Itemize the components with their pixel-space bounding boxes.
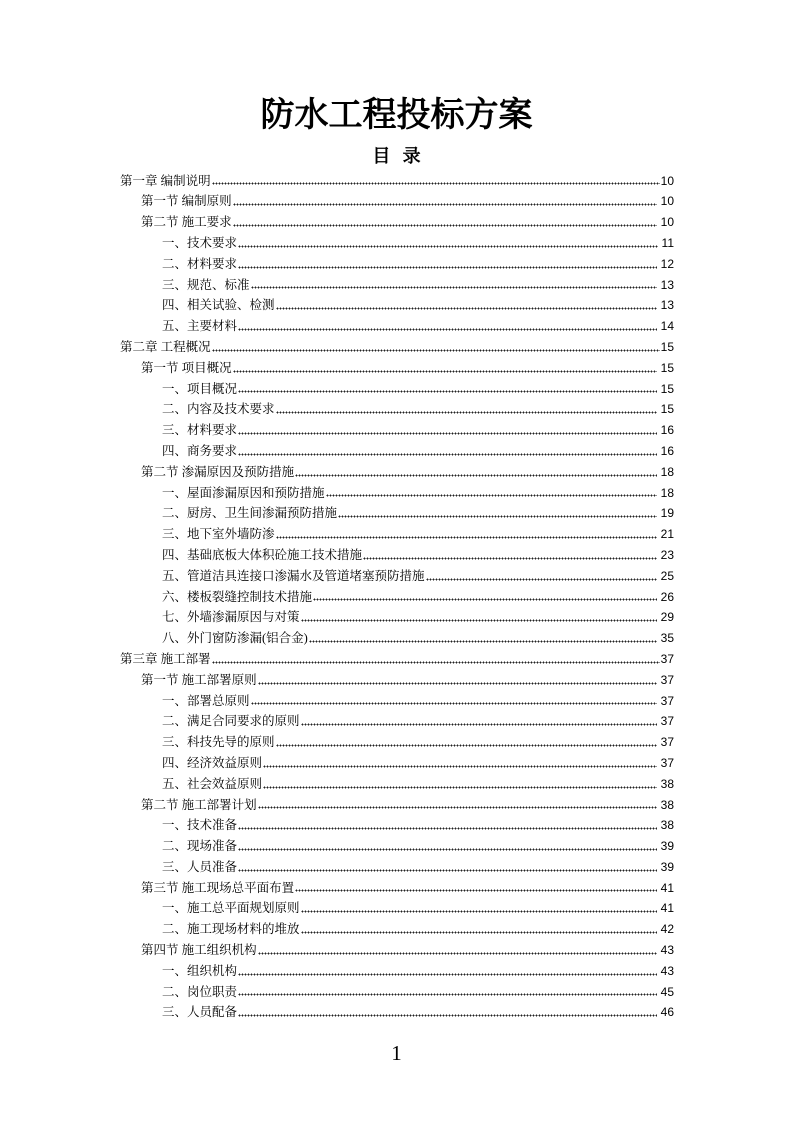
toc-subsection-entry[interactable] bbox=[120, 1002, 674, 1023]
toc-entry-page-number: 37 bbox=[660, 755, 674, 770]
toc-heading: 目 录 bbox=[372, 146, 421, 167]
dot-leader bbox=[295, 878, 657, 899]
toc-entry-label: 第二章 工程概况 bbox=[120, 339, 211, 354]
toc-subsection-entry[interactable] bbox=[120, 961, 674, 982]
dot-leader bbox=[301, 607, 657, 628]
toc-entry-page-number: 15 bbox=[660, 339, 674, 354]
toc-entry-label: 一、屋面渗漏原因和预防措施 bbox=[162, 485, 325, 500]
toc-entry-label: 二、岗位职责 bbox=[162, 984, 238, 999]
toc-entry-page-number: 12 bbox=[660, 256, 674, 271]
toc-entry-label: 三、人员准备 bbox=[162, 859, 238, 874]
dot-leader bbox=[295, 462, 657, 483]
dot-leader bbox=[276, 399, 657, 420]
toc-subsection-entry[interactable] bbox=[120, 503, 674, 524]
toc-entry-page-number: 15 bbox=[660, 360, 674, 375]
dot-leader bbox=[251, 691, 657, 712]
dot-leader bbox=[313, 587, 657, 608]
toc-entry-label: 第二节 施工要求 bbox=[141, 215, 232, 230]
toc-entry-page-number: 37 bbox=[660, 672, 674, 687]
toc-entry-label: 第一章 编制说明 bbox=[120, 173, 211, 188]
toc-subsection-entry[interactable] bbox=[120, 628, 674, 649]
toc-entry-label: 二、材料要求 bbox=[162, 256, 238, 271]
dot-leader bbox=[301, 711, 657, 732]
toc-entry-page-number: 41 bbox=[660, 880, 674, 895]
toc-section-entry[interactable] bbox=[120, 940, 674, 961]
dot-leader bbox=[238, 836, 657, 857]
toc-subsection-entry[interactable] bbox=[120, 379, 674, 400]
dot-leader bbox=[233, 191, 657, 212]
toc-section-entry[interactable] bbox=[120, 878, 674, 899]
toc-subsection-entry[interactable] bbox=[120, 898, 674, 919]
dot-leader bbox=[276, 732, 657, 753]
dot-leader bbox=[238, 316, 657, 337]
toc-entry-label: 三、规范、标准 bbox=[162, 277, 250, 292]
dot-leader bbox=[212, 171, 660, 192]
toc-subsection-entry[interactable] bbox=[120, 711, 674, 732]
dot-leader bbox=[276, 295, 657, 316]
toc-entry-page-number: 37 bbox=[660, 693, 674, 708]
toc-entry-page-number: 16 bbox=[660, 443, 674, 458]
dot-leader bbox=[258, 795, 657, 816]
toc-section-entry[interactable] bbox=[120, 670, 674, 691]
toc-entry-page-number: 46 bbox=[660, 1005, 674, 1020]
toc-entry-page-number: 18 bbox=[660, 485, 674, 500]
toc-entry-label: 第一节 编制原则 bbox=[141, 194, 232, 209]
dot-leader bbox=[338, 503, 657, 524]
dot-leader bbox=[238, 982, 657, 1003]
toc-entry-label: 四、经济效益原则 bbox=[162, 755, 263, 770]
toc-subsection-entry[interactable] bbox=[120, 524, 674, 545]
toc-entry-page-number: 18 bbox=[660, 464, 674, 479]
dot-leader bbox=[251, 275, 657, 296]
dot-leader bbox=[426, 566, 657, 587]
dot-leader bbox=[258, 940, 657, 961]
toc-entry-label: 一、部署总原则 bbox=[162, 693, 250, 708]
toc-entry-label: 第二节 施工部署计划 bbox=[141, 797, 257, 812]
dot-leader bbox=[326, 483, 657, 504]
toc-subsection-entry[interactable] bbox=[120, 441, 674, 462]
toc-entry-label: 三、地下室外墙防渗 bbox=[162, 527, 275, 542]
toc-section-entry[interactable] bbox=[120, 358, 674, 379]
toc-subsection-entry[interactable] bbox=[120, 815, 674, 836]
toc-entry-page-number: 43 bbox=[660, 943, 674, 958]
document-title: 防水工程投标方案 bbox=[260, 95, 533, 135]
toc-entry-label: 第二节 渗漏原因及预防措施 bbox=[141, 464, 295, 479]
toc-subsection-entry[interactable] bbox=[120, 607, 674, 628]
dot-leader bbox=[238, 961, 657, 982]
toc-subsection-entry[interactable] bbox=[120, 982, 674, 1003]
toc-entry-label: 第三章 施工部署 bbox=[120, 651, 211, 666]
dot-leader bbox=[238, 379, 657, 400]
toc-subsection-entry[interactable] bbox=[120, 254, 674, 275]
toc-entry-label: 第一节 施工部署原则 bbox=[141, 672, 257, 687]
dot-leader bbox=[238, 420, 657, 441]
toc-entry-page-number: 29 bbox=[660, 610, 674, 625]
toc-entry-label: 三、人员配备 bbox=[162, 1005, 238, 1020]
toc-entry-page-number: 38 bbox=[660, 818, 674, 833]
toc-entry-page-number: 38 bbox=[660, 776, 674, 791]
toc-entry-label: 八、外门窗防渗漏(铝合金) bbox=[162, 631, 308, 646]
toc-entry-page-number: 10 bbox=[660, 194, 674, 209]
dot-leader bbox=[363, 545, 657, 566]
toc-entry-page-number: 23 bbox=[660, 547, 674, 562]
toc-entry-page-number: 37 bbox=[660, 735, 674, 750]
toc-entry-page-number: 45 bbox=[660, 984, 674, 999]
dot-leader bbox=[238, 815, 657, 836]
toc-entry-label: 一、技术准备 bbox=[162, 818, 238, 833]
toc-subsection-entry[interactable] bbox=[120, 233, 674, 254]
toc-subsection-entry[interactable] bbox=[120, 483, 674, 504]
toc-section-entry[interactable] bbox=[120, 212, 674, 233]
dot-leader bbox=[301, 898, 657, 919]
toc-subsection-entry[interactable] bbox=[120, 857, 674, 878]
table-of-contents bbox=[120, 171, 674, 1024]
toc-entry-label: 三、科技先导的原则 bbox=[162, 735, 275, 750]
toc-entry-page-number: 10 bbox=[660, 173, 674, 188]
toc-subsection-entry[interactable] bbox=[120, 420, 674, 441]
toc-entry-page-number: 37 bbox=[660, 714, 674, 729]
dot-leader bbox=[258, 670, 657, 691]
toc-entry-page-number: 25 bbox=[660, 568, 674, 583]
toc-subsection-entry[interactable] bbox=[120, 691, 674, 712]
toc-section-entry[interactable] bbox=[120, 191, 674, 212]
toc-entry-label: 第三节 施工现场总平面布置 bbox=[141, 880, 295, 895]
dot-leader bbox=[233, 212, 657, 233]
toc-entry-page-number: 15 bbox=[660, 381, 674, 396]
toc-subsection-entry[interactable] bbox=[120, 732, 674, 753]
toc-entry-label: 六、楼板裂缝控制技术措施 bbox=[162, 589, 313, 604]
toc-entry-label: 四、商务要求 bbox=[162, 443, 238, 458]
toc-entry-label: 一、施工总平面规划原则 bbox=[162, 901, 300, 916]
dot-leader bbox=[238, 1002, 657, 1023]
toc-entry-page-number: 14 bbox=[660, 319, 674, 334]
toc-subsection-entry[interactable] bbox=[120, 316, 674, 337]
toc-entry-page-number: 19 bbox=[660, 506, 674, 521]
toc-entry-label: 二、施工现场材料的堆放 bbox=[162, 922, 300, 937]
toc-subsection-entry[interactable] bbox=[120, 275, 674, 296]
toc-subsection-entry[interactable] bbox=[120, 566, 674, 587]
toc-entry-page-number: 15 bbox=[660, 402, 674, 417]
toc-entry-page-number: 13 bbox=[660, 277, 674, 292]
toc-entry-page-number: 39 bbox=[660, 859, 674, 874]
toc-chapter-entry[interactable] bbox=[120, 649, 674, 670]
dot-leader bbox=[212, 649, 660, 670]
toc-entry-label: 五、管道洁具连接口渗漏水及管道堵塞预防措施 bbox=[162, 568, 425, 583]
toc-entry-page-number: 41 bbox=[660, 901, 674, 916]
toc-subsection-entry[interactable] bbox=[120, 753, 674, 774]
toc-entry-label: 二、厨房、卫生间渗漏预防措施 bbox=[162, 506, 338, 521]
toc-entry-label: 五、主要材料 bbox=[162, 319, 238, 334]
toc-entry-page-number: 10 bbox=[660, 215, 674, 230]
toc-entry-page-number: 26 bbox=[660, 589, 674, 604]
toc-entry-label: 四、基础底板大体积砼施工技术措施 bbox=[162, 547, 363, 562]
toc-entry-page-number: 11 bbox=[661, 235, 674, 250]
toc-entry-label: 一、项目概况 bbox=[162, 381, 238, 396]
toc-chapter-entry[interactable] bbox=[120, 337, 674, 358]
dot-leader bbox=[276, 524, 657, 545]
toc-entry-label: 三、材料要求 bbox=[162, 423, 238, 438]
toc-subsection-entry[interactable] bbox=[120, 295, 674, 316]
toc-entry-page-number: 13 bbox=[660, 298, 674, 313]
toc-subsection-entry[interactable] bbox=[120, 545, 674, 566]
dot-leader bbox=[238, 254, 657, 275]
toc-subsection-entry[interactable] bbox=[120, 774, 674, 795]
dot-leader bbox=[233, 358, 657, 379]
toc-section-entry[interactable] bbox=[120, 462, 674, 483]
toc-subsection-entry[interactable] bbox=[120, 587, 674, 608]
toc-entry-label: 五、社会效益原则 bbox=[162, 776, 263, 791]
dot-leader bbox=[263, 774, 657, 795]
dot-leader bbox=[301, 919, 657, 940]
toc-entry-label: 一、技术要求 bbox=[162, 235, 238, 250]
toc-entry-page-number: 42 bbox=[660, 922, 674, 937]
toc-entry-page-number: 37 bbox=[660, 651, 674, 666]
dot-leader bbox=[263, 753, 657, 774]
toc-subsection-entry[interactable] bbox=[120, 399, 674, 420]
toc-entry-label: 第四节 施工组织机构 bbox=[141, 943, 257, 958]
toc-subsection-entry[interactable] bbox=[120, 919, 674, 940]
toc-subsection-entry[interactable] bbox=[120, 836, 674, 857]
dot-leader bbox=[238, 857, 657, 878]
toc-entry-label: 二、内容及技术要求 bbox=[162, 402, 275, 417]
page-number: 1 bbox=[391, 1041, 402, 1065]
dot-leader bbox=[238, 441, 657, 462]
toc-entry-label: 四、相关试验、检测 bbox=[162, 298, 275, 313]
toc-entry-label: 一、组织机构 bbox=[162, 963, 238, 978]
toc-entry-page-number: 38 bbox=[660, 797, 674, 812]
toc-entry-label: 第一节 项目概况 bbox=[141, 360, 232, 375]
toc-entry-page-number: 43 bbox=[660, 963, 674, 978]
toc-entry-page-number: 35 bbox=[660, 631, 674, 646]
toc-entry-page-number: 21 bbox=[660, 527, 674, 542]
toc-entry-label: 二、现场准备 bbox=[162, 839, 238, 854]
toc-entry-page-number: 16 bbox=[660, 423, 674, 438]
toc-entry-page-number: 39 bbox=[660, 839, 674, 854]
toc-entry-label: 七、外墙渗漏原因与对策 bbox=[162, 610, 300, 625]
toc-entry-label: 二、满足合同要求的原则 bbox=[162, 714, 300, 729]
dot-leader bbox=[309, 628, 657, 649]
dot-leader bbox=[212, 337, 660, 358]
toc-section-entry[interactable] bbox=[120, 795, 674, 816]
toc-chapter-entry[interactable] bbox=[120, 171, 674, 192]
dot-leader bbox=[238, 233, 658, 254]
